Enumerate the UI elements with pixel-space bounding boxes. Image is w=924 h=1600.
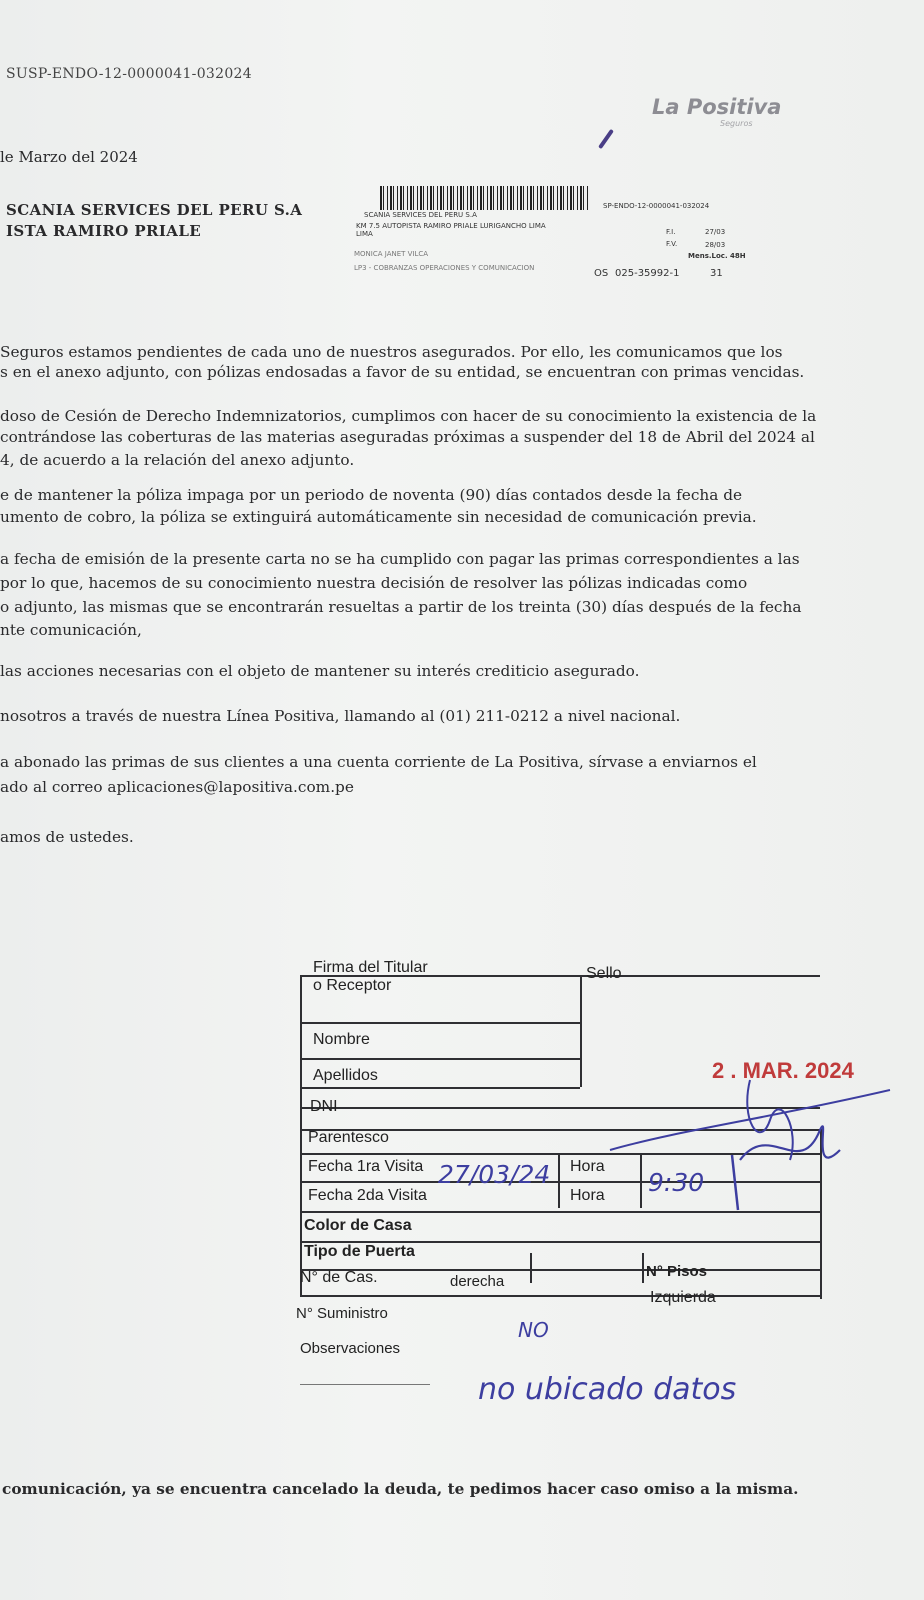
recipient-address: ISTA RAMIRO PRIALE	[6, 222, 202, 240]
label-color-casa: Color de Casa	[304, 1217, 412, 1234]
form-line	[580, 975, 582, 1087]
label-dni: DNI	[310, 1098, 338, 1115]
label-os-suffix: 31	[710, 268, 723, 279]
label-izquierda: Izquierda	[650, 1289, 716, 1306]
label-hora-1: Hora	[570, 1158, 605, 1175]
label-nombre: Nombre	[313, 1031, 370, 1048]
signature-scribble	[600, 1060, 900, 1220]
letter-date: le Marzo del 2024	[0, 148, 138, 166]
company-logo: La Positiva	[652, 95, 782, 119]
body-line: 4, de acuerdo a la relación del anexo adjunto.	[0, 451, 355, 469]
form-line	[300, 1022, 580, 1024]
label-fv-value: 28/03	[705, 241, 726, 249]
label-contact: MONICA JANET VILCA	[354, 250, 429, 258]
label-address: KM 7.5 AUTOPISTA RAMIRO PRIALE LURIGANCHO LIMA	[356, 222, 546, 230]
label-firma-2: o Receptor	[313, 977, 392, 994]
handwritten-observation: no ubicado datos	[478, 1372, 737, 1407]
body-line: contrándose las coberturas de las materias aseguradas próximas a suspender del 18 de Abril del 2024 al	[0, 428, 815, 446]
label-apellidos: Apellidos	[313, 1067, 378, 1084]
body-line: doso de Cesión de Derecho Indemnizatorios, cumplimos con hacer de su conocimiento la existencia de la	[0, 407, 817, 425]
handwritten-suministro: NO	[518, 1318, 549, 1342]
label-fecha-2da: Fecha 2da Visita	[308, 1187, 427, 1204]
company-logo-sub: Seguros	[720, 119, 753, 128]
form-line	[300, 1269, 820, 1271]
label-tipo-puerta: Tipo de Puerta	[304, 1243, 415, 1260]
label-os: OS	[594, 268, 609, 279]
shipping-label	[354, 184, 758, 286]
label-city: LIMA	[356, 230, 373, 238]
label-fi-value: 27/03	[705, 228, 726, 236]
form-line	[300, 1058, 580, 1060]
label-derecha: derecha	[450, 1273, 505, 1290]
body-line: e de mantener la póliza impaga por un periodo de noventa (90) días contados desde la fecha de	[0, 486, 743, 504]
body-line: nte comunicación,	[0, 621, 142, 639]
label-observaciones: Observaciones	[300, 1340, 401, 1357]
body-line: a abonado las primas de sus clientes a una cuenta corriente de La Positiva, sírvase a enviarnos el	[0, 753, 757, 771]
form-line	[642, 1253, 644, 1283]
label-code: SP-ENDO-12-0000041-032024	[603, 202, 710, 210]
handwritten-date: 27/03/24	[438, 1160, 551, 1189]
label-mens: Mens.Loc. 48H	[688, 252, 746, 260]
received-stamp-date: 2 . MAR. 2024	[712, 1058, 854, 1083]
form-line	[300, 1087, 580, 1089]
label-numero-suministro: N° Suministro	[296, 1305, 388, 1322]
label-company: SCANIA SERVICES DEL PERU S.A	[364, 211, 477, 219]
body-line: las acciones necesarias con el objeto de mantener su interés crediticio asegurado.	[0, 662, 640, 680]
body-line: Seguros estamos pendientes de cada uno de nuestros asegurados. Por ello, les comunicamos que los	[0, 343, 783, 361]
body-line: ado al correo aplicaciones@lapositiva.com.pe	[0, 778, 354, 796]
recipient-name: SCANIA SERVICES DEL PERU S.A	[6, 201, 303, 219]
label-pisos: N° Pisos	[646, 1263, 708, 1280]
body-line: a fecha de emisión de la presente carta no se ha cumplido con pagar las primas correspondientes a las	[0, 550, 800, 568]
label-numero-casa: N° de Cas.	[300, 1269, 378, 1286]
label-area: LP3 - COBRANZAS OPERACIONES Y COMUNICACION	[354, 264, 535, 272]
handwritten-hour: 9:30	[648, 1168, 705, 1197]
body-line: umento de cobro, la póliza se extinguirá automáticamente sin necesidad de comunicación previa.	[0, 508, 757, 526]
form-line	[530, 1253, 532, 1283]
label-fv: F.V.	[666, 240, 678, 248]
body-line: o adjunto, las mismas que se encontrarán resueltas a partir de los treinta (30) días después de la fecha	[0, 598, 802, 616]
reference-number: SUSP-ENDO-12-0000041-032024	[6, 66, 252, 82]
body-line: por lo que, hacemos de su conocimiento nuestra decisión de resolver las pólizas indicadas como	[0, 574, 748, 592]
label-firma: Firma del Titular	[313, 959, 428, 976]
label-fecha-1ra: Fecha 1ra Visita	[308, 1158, 424, 1175]
label-sello: Sello	[586, 965, 622, 982]
footer-note: comunicación, ya se encuentra cancelado la deuda, te pedimos hacer caso omiso a la misma.	[2, 1480, 799, 1498]
pen-mark	[598, 129, 614, 149]
label-os-number: 025-35992-1	[615, 268, 680, 279]
form-line	[558, 1153, 560, 1208]
label-parentesco: Parentesco	[308, 1129, 389, 1146]
label-hora-2: Hora	[570, 1187, 605, 1204]
barcode	[380, 186, 590, 210]
signature-line	[300, 1384, 430, 1385]
body-line: s en el anexo adjunto, con pólizas endosadas a favor de su entidad, se encuentran con primas vencidas.	[0, 363, 805, 381]
body-line: nosotros a través de nuestra Línea Positiva, llamando al (01) 211-0212 a nivel nacional.	[0, 707, 681, 725]
body-line: amos de ustedes.	[0, 828, 134, 846]
label-fi: F.I.	[666, 228, 676, 236]
form-line	[300, 1295, 820, 1297]
